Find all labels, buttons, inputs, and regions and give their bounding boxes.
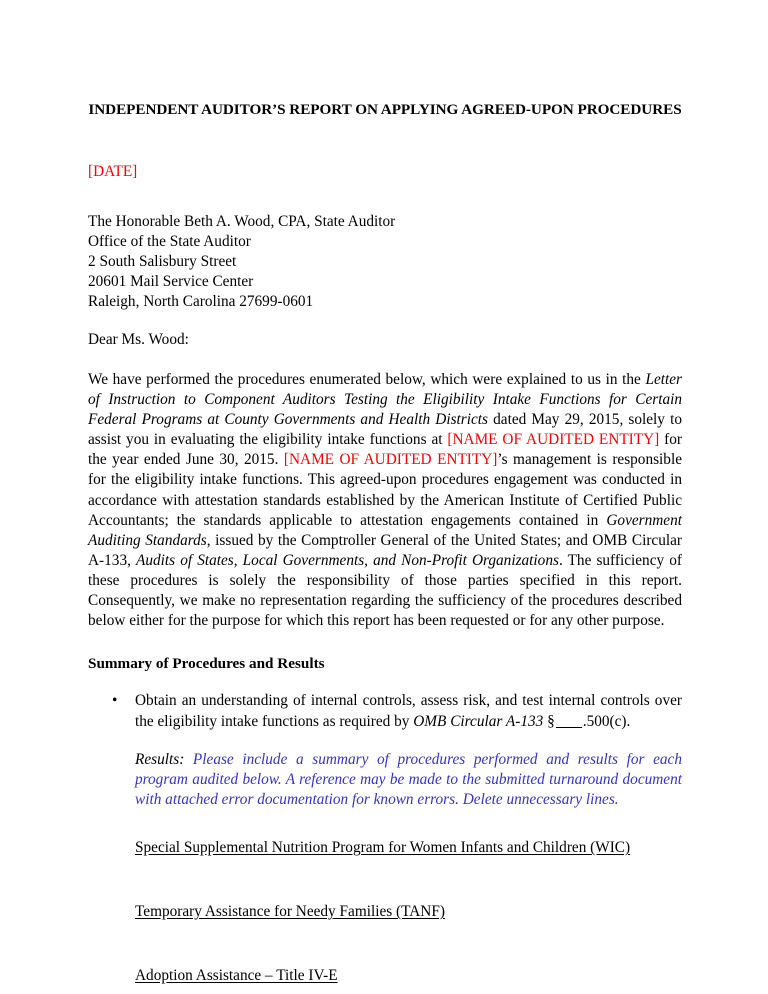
bullet-section-symbol: § — [543, 712, 555, 730]
audited-entity-placeholder-1: [NAME OF AUDITED ENTITY] — [447, 431, 660, 449]
body-segment-intro: We have performed the procedures enumerated below, which were explained to us in the — [88, 370, 646, 388]
omb-circular-reference: OMB Circular A-133 — [413, 712, 544, 730]
results-instruction-text: Please include a summary of procedures performed and results for each program audited below. A reference may be made to the submitted turnaround document with attached error documentation for known errors. Delete unnecessary lines. — [135, 750, 682, 808]
body-segment-date-clause: dated May 29, 2015, solely to assist you in evaluating the eligibility intake functions at — [88, 410, 682, 449]
results-label: Results: — [135, 750, 185, 768]
page-title: INDEPENDENT AUDITOR’S REPORT ON APPLYING AGREED-UPON PROCEDURES — [88, 101, 682, 118]
bullet-segment-citation: .500(c). — [582, 712, 631, 730]
fill-in-blank[interactable] — [556, 727, 582, 728]
recipient-address-block — [88, 182, 682, 312]
list-item — [88, 922, 682, 986]
list-item — [88, 691, 682, 731]
program-name-tanf: Temporary Assistance for Needy Families (TANF) — [135, 903, 445, 921]
program-name-adoption-assistance: Adoption Assistance – Title IV-E — [135, 966, 338, 984]
recipient-street: 2 South Salisbury Street — [88, 252, 237, 270]
recipient-city-state-zip: Raleigh, North Carolina 27699-0601 — [88, 292, 314, 310]
recipient-name: The Honorable Beth A. Wood, CPA, State Auditor — [88, 212, 396, 230]
body-segment-standards-clause: ’s management is responsible for the eligibility intake functions. This agreed-upon procedures engagement was conducted in accordance with attestation standards established by the American Institute of Certified Public Accountants; the standards applicable to attestation engagements contained in — [88, 451, 682, 529]
body-segment-sufficiency-clause: . The sufficiency of these procedures is solely the responsibility of those parties specified in this report. Consequently, we make no representation regarding the sufficiency of the procedures described below either for the purpose for which this report has been requested or for any other purpose. — [88, 551, 682, 630]
a133-audits-title: Audits of States, Local Governments, and Non-Profit Organizations — [136, 551, 559, 569]
body-segment-comptroller-clause: , issued by the Comptroller General of the United States; and OMB Circular A-133, — [88, 531, 682, 569]
list-item — [88, 810, 682, 858]
letter-of-instruction-title: Letter of Instruction to Component Auditors Testing the Eligibility Intake Functions for Certain Federal Programs at County Governments and Health Districts — [88, 370, 682, 428]
results-instruction-note — [88, 732, 682, 810]
procedures-bullet-list — [88, 673, 682, 731]
salutation: Dear Ms. Wood: — [88, 330, 189, 348]
body-segment-year-clause: for the year ended June 30, 2015. — [88, 431, 682, 469]
bullet-segment-intro: Obtain an understanding of internal controls, assess risk, and test internal controls over the eligibility intake functions as required by — [135, 692, 682, 730]
audited-entity-placeholder-2: [NAME OF AUDITED ENTITY] — [283, 451, 498, 469]
body-paragraph — [88, 350, 682, 632]
list-item — [88, 858, 682, 922]
government-auditing-standards-title: Government Auditing Standards — [88, 511, 682, 549]
program-name-wic: Special Supplemental Nutrition Program for Women Infants and Children (WIC) — [135, 839, 631, 857]
page-content — [88, 0, 682, 986]
program-list — [88, 810, 682, 986]
section-heading-summary: Summary of Procedures and Results — [88, 654, 325, 672]
date-placeholder: [DATE] — [88, 163, 138, 181]
recipient-mail-service-center: 20601 Mail Service Center — [88, 272, 254, 290]
recipient-office: Office of the State Auditor — [88, 232, 251, 250]
